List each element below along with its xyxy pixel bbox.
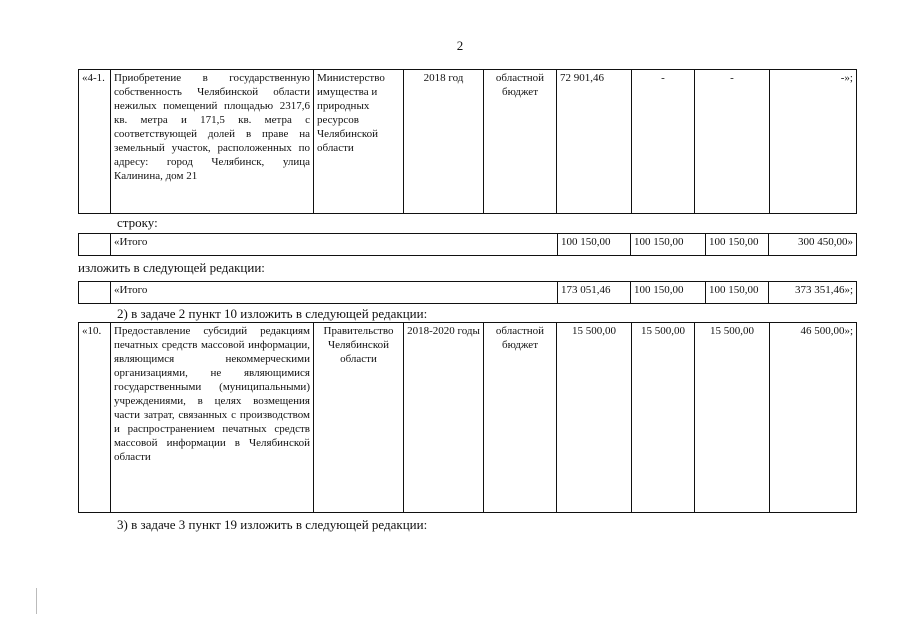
item-value-2018: 72 901,46 [557,70,632,214]
itogo-new-blank [79,282,111,304]
page-number: 2 [456,38,464,53]
item-description: Предоставление субсидий редакциям печатных средств массовой информации, являющимся некоммерческими организациями, не являющимися государственными (муниципальными) учреждениями, в целях возмещения части затрат, связанных с производством и распространением печатных средств массовой информации в Челябинской области [111,323,314,513]
scan-artifact-line [36,588,37,614]
table-row-itogo-new [78,281,857,304]
itogo-old-2020: 100 150,00 [706,234,769,256]
itogo-old-2018: 100 150,00 [558,234,631,256]
item-value-2020: - [695,70,770,214]
itogo-new-2019: 100 150,00 [631,282,706,304]
item-funding-source: областной бюджет [484,323,557,513]
table-row-4-1 [78,69,857,214]
item-value-total: 46 500,00»; [770,323,857,513]
item-executor: Министерство имущества и природных ресурсов Челябинской области [314,70,404,214]
item-value-2020: 15 500,00 [695,323,770,513]
item-number: «10. [79,323,111,513]
item-period: 2018-2020 годы [404,323,484,513]
itogo-old-label: «Итого [111,234,558,256]
item-executor: Правительство Челябинской области [314,323,404,513]
item-number: «4-1. [79,70,111,214]
text-line-task2: 2) в задаче 2 пункт 10 изложить в следующей редакции: [117,306,428,321]
itogo-new-2020: 100 150,00 [706,282,769,304]
itogo-old-total: 300 450,00» [769,234,857,256]
text-line-izlozhit: изложить в следующей редакции: [78,260,265,275]
itogo-new-label: «Итого [111,282,558,304]
table-row-10 [78,322,857,513]
itogo-old-blank [79,234,111,256]
item-value-2019: 15 500,00 [632,323,695,513]
text-line-task3: 3) в задаче 3 пункт 19 изложить в следующей редакции: [117,517,428,532]
table-row-itogo-old [78,233,857,256]
item-funding-source: областной бюджет [484,70,557,214]
item-value-2019: - [632,70,695,214]
itogo-old-2019: 100 150,00 [631,234,706,256]
itogo-new-2018: 173 051,46 [558,282,631,304]
itogo-new-total: 373 351,46»; [769,282,857,304]
item-value-total: -»; [770,70,857,214]
text-line-stroku: строку: [117,215,158,230]
item-description: Приобретение в государственную собственность Челябинской области нежилых помещений площадью 2317,6 кв. метра и 171,5 кв. метра с соответствующей долей в праве на земельный участок, расположенных по адресу: город Челябинск, улица Калинина, дом 21 [111,70,314,214]
item-value-2018: 15 500,00 [557,323,632,513]
item-period: 2018 год [404,70,484,214]
